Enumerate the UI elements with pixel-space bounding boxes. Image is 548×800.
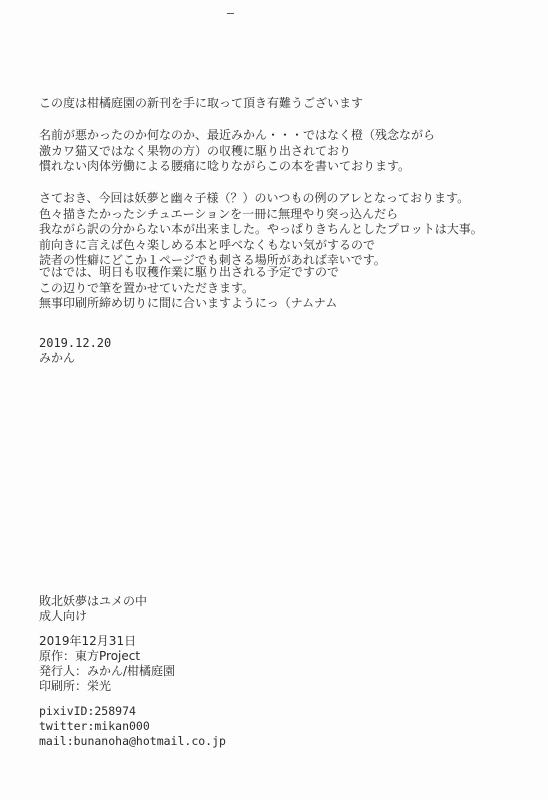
afterword-paragraph-3 [39,191,509,269]
twitter-handle: twitter:mikan000 [39,719,150,733]
afterword-line: 無事印刷所締め切りに間に合いますようにっ（ナムナム [39,296,338,310]
afterword-line: さておき、今回は妖夢と幽々子様（？）のいつもの例のアレとなっております。 [39,191,470,205]
issue-date: 2019年12月31日 [39,634,137,648]
book-rating: 成人向け [39,609,88,623]
afterword-line: 我ながら訳の分からない本が出来ました。やっぱりきちんとしたプロットは大事。 [39,222,483,236]
afterword-line: 名前が悪かったのか何なのか、最近みかん・・・ではなく橙（残念ながら [39,128,436,142]
afterword-paragraph-4 [39,265,509,312]
signoff [39,336,509,367]
afterword-paragraph-2 [39,128,509,175]
afterword-line: 慣れない肉体労働による腰痛に唸りながらこの本を書いております。 [39,159,411,173]
afterword-line: 色々描きたかったシチュエーションを一冊に無理やり突っ込んだら [39,206,399,221]
contact-email: mail:bunanoha@hotmail.co.jp [39,734,226,748]
afterword-paragraph-1 [39,96,509,112]
printer: 印刷所：栄光 [39,679,112,693]
original-work: 原作：東方Project [39,649,141,663]
book-title: 敗北妖夢はユメの中 [39,594,148,608]
publisher: 発行人：みかん/柑橘庭園 [39,664,176,678]
page-mark [227,13,234,14]
afterword-line: 読者の性癖にどこか１ページでも刺さる場所があれば幸いです。 [39,253,386,267]
afterword-line: ではでは、明日も収穫作業に駆り出される予定ですので [39,265,340,279]
afterword-line: 前向きに言えば色々楽しめる本と呼べなくもない気がするので [39,237,376,252]
signoff-date: 2019.12.20 [39,336,112,350]
afterword-line: 激カワ猫又ではなく果物の方）の収穫に駆り出されており [39,143,352,158]
colophon [39,594,509,749]
signoff-author: みかん [39,351,76,365]
afterword-line: この辺りで筆を置かせていただきます。 [39,280,255,295]
afterword-line: この度は柑橘庭園の新刊を手に取って頂き有難うございます [39,96,364,110]
pixiv-id: pixivID:258974 [39,704,136,718]
